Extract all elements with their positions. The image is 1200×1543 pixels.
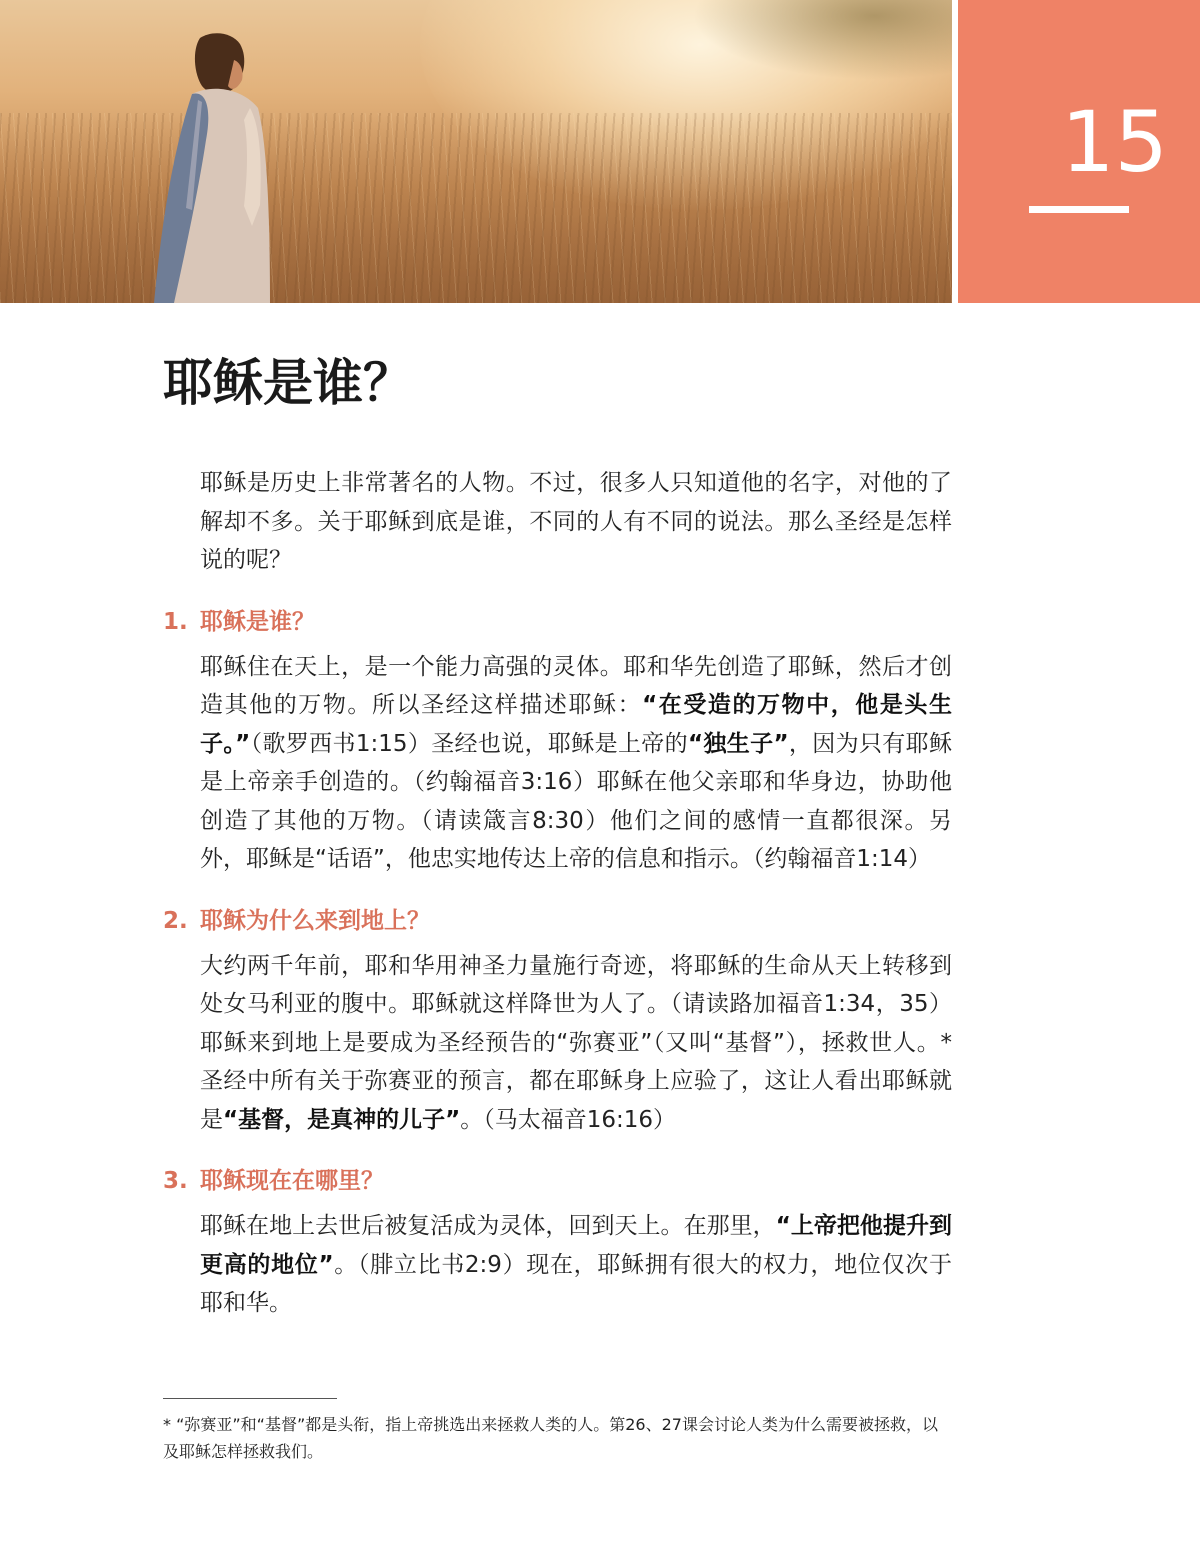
lesson-content [163,464,952,1323]
answer-2-paragraph [200,947,952,1140]
footnote: * “弥赛亚”和“基督”都是头衔，指上帝挑选出来拯救人类的人。第26、27课会讨论人类为什么需要被拯救，以及耶稣怎样拯救我们。 [163,1415,938,1461]
question-1 [163,604,952,640]
question-1-number: 1. [163,608,188,635]
question-2-number: 2. [163,907,188,934]
answer-1-bold-a: “在受造的万物中，他是头生子。” [200,692,952,757]
intro-paragraph: 耶稣是历史上非常著名的人物。不过，很多人只知道他的名字，对他的了解却不多。关于耶稣到底是谁，不同的人有不同的说法。那么圣经是怎样说的呢？ [200,470,952,573]
answer-1-text-a: 耶稣住在天上，是一个能力高强的灵体。耶和华先创造了耶稣，然后才创造其他的万物。所以圣经这样描述耶稣： [200,653,952,718]
question-3-text: 耶稣现在在哪里？ [200,1168,384,1194]
answer-3-paragraph [200,1207,952,1323]
hero-image [0,0,952,303]
question-2 [163,903,952,939]
answer-1-paragraph [200,648,952,879]
answer-3-text-b: 。（腓立比书2:9）现在，耶稣拥有很大的权力，地位仅次于耶和华。 [200,1251,952,1316]
question-3 [163,1163,952,1199]
question-1-text: 耶稣是谁？ [200,608,315,635]
answer-3-text-a: 耶稣在地上去世后被复活成为灵体，回到天上。在那里， [200,1213,776,1239]
answer-1-text-c: ，因为只有耶稣是上帝亲手创造的。（约翰福音3:16）耶稣在他父亲耶和华身边，协助他创造了其他的万物。（请读箴言8:30）他们之间的感情一直都很深。另外，耶稣是“话语”，他忠实地传达上帝的信息和指示。（约翰福音1:14） [200,730,952,872]
answer-1-text-b: （歌罗西书1:15）圣经也说，耶稣是上帝的 [250,730,688,757]
answer-1-bold-b: “独生子” [687,730,789,757]
question-3-number: 3. [163,1168,188,1194]
lesson-number-underline [1029,206,1129,213]
footnote-divider [163,1398,337,1399]
page-title: 耶稣是谁？ [163,354,413,412]
background-trees [692,0,952,80]
answer-2-bold-a: “基督，是真神的儿子” [223,1106,461,1133]
jesus-figure [140,30,280,303]
answer-2-text-b: 。（马太福音16:16） [460,1106,677,1133]
lesson-number: 15 [1061,93,1168,191]
answer-3-bold-a: “上帝把他提升到更高的地位” [200,1213,952,1278]
question-2-text: 耶稣为什么来到地上？ [200,907,430,934]
answer-2-text-a: 大约两千年前，耶和华用神圣力量施行奇迹，将耶稣的生命从天上转移到处女马利亚的腹中。耶稣就这样降世为人了。（请读路加福音1:34，35）耶稣来到地上是要成为圣经预告的“弥赛亚”（又叫“基督”），拯救世人。* 圣经中所有关于弥赛亚的预言，都在耶稣身上应验了，这让人看出耶稣就是 [200,952,952,1133]
lesson-number-box [958,0,1200,303]
